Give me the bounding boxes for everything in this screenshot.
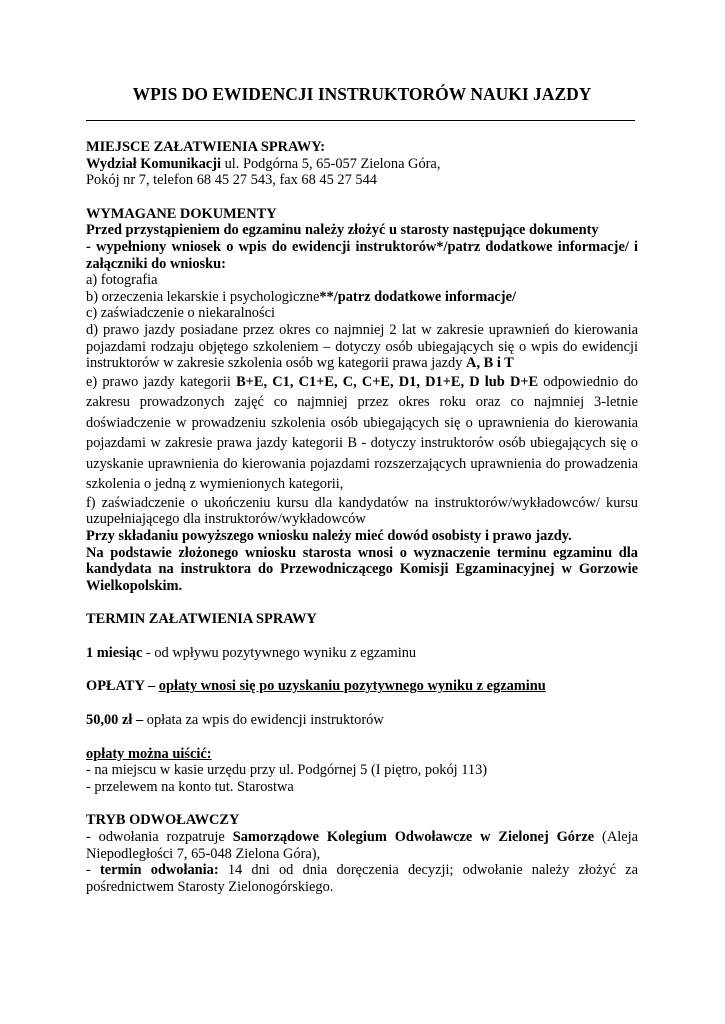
appeal-body: - odwołania rozpatruje Samorządowe Kolegium Odwoławcze w Zielonej Górze (Aleja Niepodległości 7, 65-048 Zielona Góra), [86,829,638,862]
section-miejsce [86,139,638,189]
payment-transfer: - przelewem na konto tut. Starostwa [86,778,294,795]
section-termin [86,611,638,661]
termin-value: 1 miesiąc [86,644,143,661]
termin-heading: TERMIN ZAŁATWIENIA SPRAWY [86,611,317,628]
section-wymagane [86,206,638,595]
section-tryb [86,812,638,895]
miejsce-heading: MIEJSCE ZAŁATWIENIA SPRAWY: [86,139,326,155]
wymagane-intro: Przed przystąpieniem do egzaminu należy złożyć u starosty następujące dokumenty [86,222,599,239]
title-divider [86,120,635,121]
payment-heading: opłaty można uiścić: [86,745,212,762]
termin-desc: - od wpływu pozytywnego wyniku z egzaminu [142,644,417,661]
note-documents: Przy składaniu powyższego wniosku należy mieć dowód osobisty i prawo jazdy. [86,527,572,544]
payment-cash: - na miejscu w kasie urzędu przy ul. Podgórnej 5 (I piętro, pokój 113) [86,762,488,779]
oplaty-heading: OPŁATY – [86,678,159,695]
item-c: c) zaświadczenie o niekaralności [86,305,275,322]
section-oplaty [86,678,638,795]
department-name: Wydział Komunikacji [86,155,221,172]
department-address: ul. Podgórna 5, 65-057 Zielona Góra, [221,155,441,172]
oplaty-note: opłaty wnosi się po uzyskaniu pozytywnego wyniku z egzaminu [158,678,546,695]
item-e: e) prawo jazdy kategorii B+E, C1, C1+E, C, C+E, D1, D1+E, D lub D+E odpowiednio do zakresu prowadzonych zajęć co najmniej przez okres roku oraz co najmniej 3-letnie doświadczenie w prowadzeniu szkolenia osób ubiegających się o uprawnienia do kierowania pojazdami w zakresie prawa jazdy kategorii B - dotyczy instruktorów osób ubiegających się o uzyskanie uprawnienia do kierowania pojazdami rozszerzających uprawnienia do prowadzenia szkolenia o jedną z wymienionych kategorii, [86,373,638,493]
fee-amount: 50,00 zł – [86,712,144,729]
item-f: f) zaświadczenie o ukończeniu kursu dla kandydatów na instruktorów/wykładowców/ kursu uzupełniającego dla instruktorów/wykładowców [86,494,638,528]
item-b: b) orzeczenia lekarskie i psychologiczne**/patrz dodatkowe informacje/ [86,288,516,305]
tryb-heading: TRYB ODWOŁAWCZY [86,812,240,829]
appeal-deadline: - termin odwołania: 14 dni od dnia doręczenia decyzji; odwołanie należy złożyć za pośrednictwem Starosty Zielonogórskiego. [86,862,639,895]
document-title: WPIS DO EWIDENCJI INSTRUKTORÓW NAUKI JAZDY [132,84,592,104]
wymagane-wniosek: - wypełniony wniosek o wpis do ewidencji instruktorów*/patrz dodatkowe informacje/ i załączniki do wniosku: [86,238,638,272]
item-d: d) prawo jazdy posiadane przez okres co najmniej 2 lat w zakresie uprawnień do kierowania pojazdami rodzaju objętego szkoleniem – dotyczy osób ubiegających się o wpis do ewidencji instruktorów w zakresie szkolenia osób wg kategorii prawa jazdy A, B i T [86,321,638,372]
item-a: a) fotografia [86,272,158,289]
department-contact: Pokój nr 7, telefon 68 45 27 543, fax 68 45 27 544 [86,172,377,189]
note-exam: Na podstawie złożonego wniosku starosta wnosi o wyznaczenie terminu egzaminu dla kandydata na instruktora do Przewodniczącego Komisji Egzaminacyjnej w Gorzowie Wielkopolskim. [86,544,638,594]
document-body [86,139,638,895]
fee-desc: opłata za wpis do ewidencji instruktorów [143,712,384,729]
wymagane-heading: WYMAGANE DOKUMENTY [86,205,277,222]
